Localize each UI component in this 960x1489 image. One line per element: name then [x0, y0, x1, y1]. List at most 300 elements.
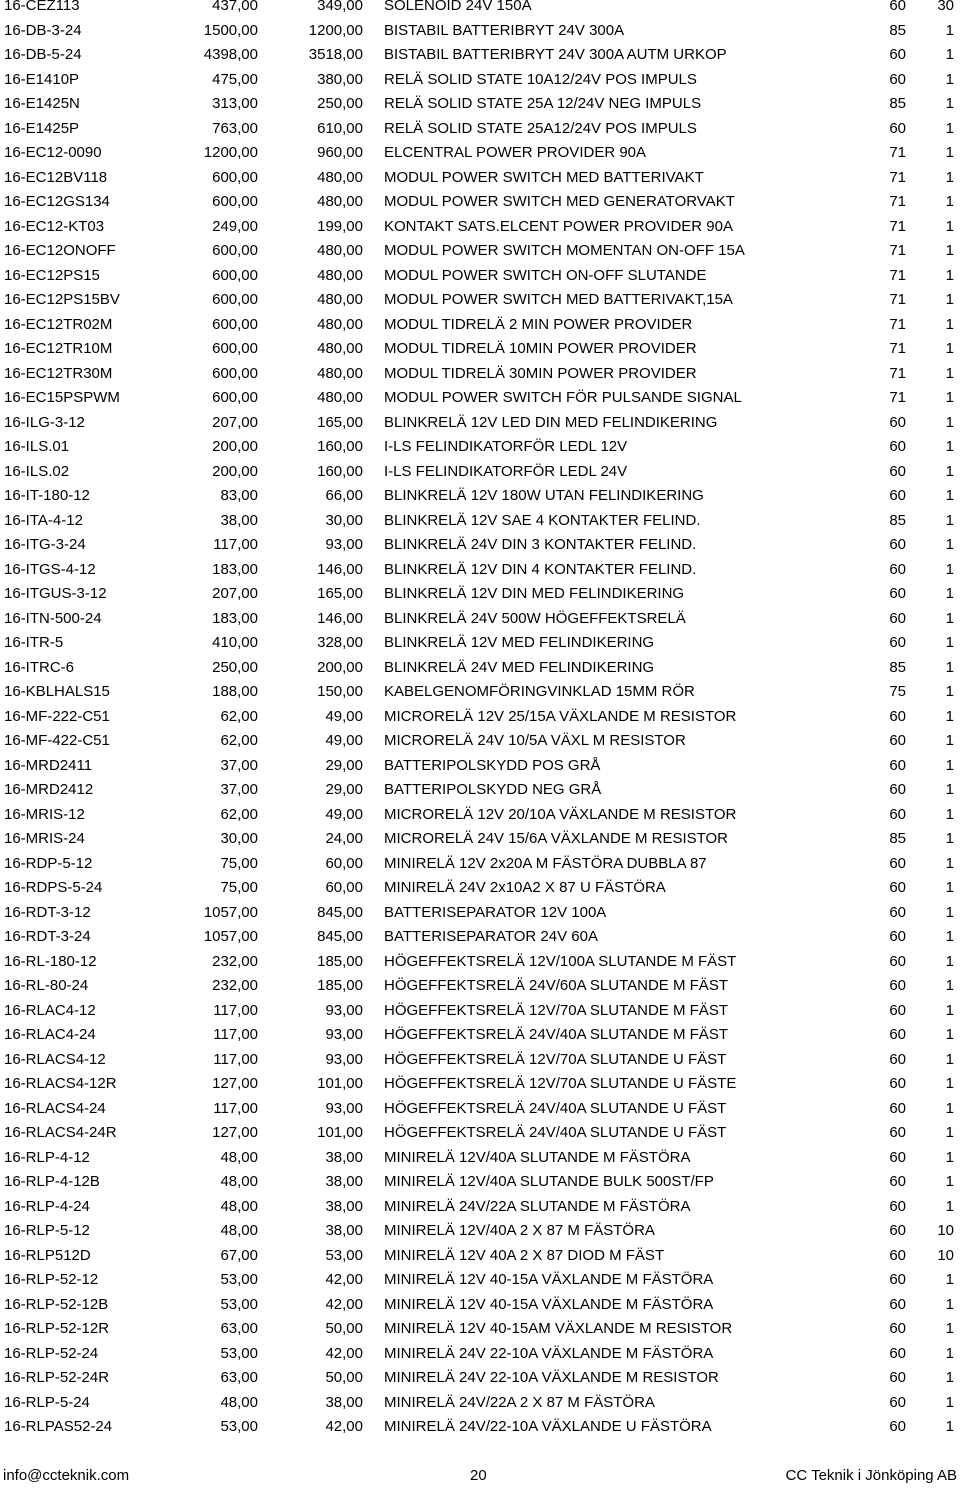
table-row [4, 680, 954, 705]
table-row [4, 1366, 954, 1391]
package-qty-cell: 1 [945, 805, 954, 823]
page-footer [0, 1464, 960, 1488]
table-row [4, 901, 954, 926]
package-qty-cell: 1 [945, 462, 954, 480]
list-price-cell: 63,00 [220, 1369, 258, 1386]
footer-email[interactable]: info@ccteknik.com [3, 1467, 130, 1484]
net-price-cell: 24,00 [325, 830, 363, 847]
table-row [4, 974, 954, 999]
group-code-cell: 60 [889, 854, 906, 872]
table-row [4, 1219, 954, 1244]
net-price-cell: 160,00 [317, 462, 363, 480]
net-price-cell: 93,00 [325, 1050, 363, 1068]
net-price-cell: 42,00 [325, 1295, 363, 1313]
table-row [4, 827, 954, 852]
list-price-cell: 53,00 [220, 1344, 258, 1362]
table-row [4, 1391, 954, 1416]
package-qty-cell: 1 [945, 977, 954, 994]
list-price-cell: 250,00 [212, 658, 258, 676]
description-cell: BLINKRELÄ 12V 180W UTAN FELINDIKERING [384, 487, 704, 504]
article-number-cell: 16-RDPS-5-24 [4, 879, 103, 896]
package-qty-cell: 1 [945, 1418, 954, 1435]
list-price-cell: 600,00 [212, 291, 258, 308]
article-number-cell: 16-EC15PSPWM [4, 389, 120, 406]
group-code-cell: 60 [889, 487, 906, 504]
list-price-cell: 62,00 [220, 732, 258, 749]
net-price-cell: 38,00 [325, 1148, 363, 1166]
package-qty-cell: 1 [945, 536, 954, 553]
net-price-cell: 93,00 [325, 1099, 363, 1117]
package-qty-cell: 30 [937, 0, 954, 14]
group-code-cell: 60 [889, 462, 906, 480]
net-price-cell: 480,00 [317, 364, 363, 382]
package-qty-cell: 1 [945, 781, 954, 798]
list-price-cell: 313,00 [212, 95, 258, 112]
article-number-cell: 16-RLP-52-12R [4, 1320, 110, 1337]
package-qty-cell: 1 [945, 95, 954, 112]
table-row [4, 533, 954, 558]
package-qty-cell: 1 [945, 266, 954, 284]
net-price-cell: 160,00 [317, 438, 363, 455]
net-price-cell: 60,00 [325, 854, 363, 872]
net-price-cell: 1200,00 [308, 21, 363, 39]
group-code-cell: 60 [889, 1099, 906, 1117]
list-price-cell: 63,00 [220, 1320, 258, 1337]
package-qty-cell: 1 [945, 1173, 954, 1190]
article-number-cell: 16-ILS.02 [4, 462, 70, 480]
net-price-cell: 480,00 [317, 193, 363, 210]
description-cell: MINIRELÄ 24V/22A 2 X 87 M FÄSTÖRA [384, 1393, 655, 1411]
net-price-cell: 29,00 [325, 756, 363, 774]
article-number-cell: 16-EC12BV118 [4, 168, 108, 186]
description-cell: BLINKRELÄ 24V DIN 3 KONTAKTER FELIND. [384, 536, 697, 553]
net-price-cell: 38,00 [325, 1222, 363, 1239]
table-row [4, 264, 954, 289]
package-qty-cell: 1 [945, 1099, 954, 1117]
group-code-cell: 60 [889, 952, 906, 970]
net-price-cell: 150,00 [317, 683, 363, 700]
article-number-cell: 16-CEZ113 [4, 0, 80, 14]
group-code-cell: 71 [889, 217, 906, 235]
list-price-cell: 1200,00 [203, 144, 258, 161]
list-price-cell: 200,00 [212, 462, 258, 480]
net-price-cell: 480,00 [317, 266, 363, 284]
article-number-cell: 16-MF-422-C51 [4, 732, 110, 749]
net-price-cell: 53,00 [325, 1246, 363, 1264]
table-row [4, 68, 954, 93]
description-cell: BATTERISEPARATOR 24V 60A [384, 928, 598, 945]
table-row [4, 656, 954, 681]
list-price-cell: 67,00 [220, 1246, 258, 1264]
description-cell: BATTERISEPARATOR 12V 100A [384, 903, 607, 921]
article-number-cell: 16-RLP512D [4, 1246, 91, 1264]
table-row [4, 582, 954, 607]
package-qty-cell: 1 [945, 1271, 954, 1288]
article-number-cell: 16-RLPAS52-24 [4, 1418, 113, 1435]
article-number-cell: 16-RLACS4-12R [4, 1075, 117, 1092]
package-qty-cell: 1 [945, 1344, 954, 1362]
group-code-cell: 60 [889, 732, 906, 749]
list-price-cell: 127,00 [212, 1075, 258, 1092]
article-number-cell: 16-EC12TR10M [4, 340, 113, 357]
description-cell: BLINKRELÄ 12V MED FELINDIKERING [384, 634, 655, 651]
group-code-cell: 60 [889, 413, 906, 431]
article-number-cell: 16-RDT-3-12 [4, 903, 91, 921]
list-price-cell: 62,00 [220, 707, 258, 725]
package-qty-cell: 1 [945, 879, 954, 896]
table-row [4, 337, 954, 362]
list-price-cell: 200,00 [212, 438, 258, 455]
net-price-cell: 50,00 [325, 1320, 363, 1337]
table-row [4, 729, 954, 754]
net-price-cell: 200,00 [317, 658, 363, 676]
list-price-cell: 232,00 [212, 977, 258, 994]
group-code-cell: 60 [889, 1246, 906, 1264]
article-number-cell: 16-MRD2412 [4, 781, 94, 798]
group-code-cell: 60 [889, 46, 906, 63]
net-price-cell: 38,00 [325, 1173, 363, 1190]
net-price-cell: 49,00 [325, 805, 363, 823]
package-qty-cell: 1 [945, 364, 954, 382]
package-qty-cell: 1 [945, 1320, 954, 1337]
article-number-cell: 16-MRIS-12 [4, 805, 85, 823]
table-row [4, 1415, 954, 1440]
net-price-cell: 101,00 [317, 1124, 363, 1141]
list-price-cell: 763,00 [212, 119, 258, 137]
article-number-cell: 16-RLAC4-12 [4, 1001, 96, 1019]
table-row [4, 215, 954, 240]
description-cell: BATTERIPOLSKYDD POS GRÅ [384, 756, 601, 774]
article-number-cell: 16-RL-180-12 [4, 952, 97, 970]
description-cell: HÖGEFFEKTSRELÄ 24V/60A SLUTANDE M FÄST [384, 977, 728, 994]
article-number-cell: 16-EC12PS15BV [4, 291, 120, 308]
table-row [4, 141, 954, 166]
list-price-cell: 207,00 [212, 413, 258, 431]
net-price-cell: 3518,00 [308, 46, 363, 63]
table-row [4, 1195, 954, 1220]
group-code-cell: 71 [889, 291, 906, 308]
net-price-cell: 480,00 [317, 291, 363, 308]
article-number-cell: 16-EC12-0090 [4, 144, 102, 161]
table-row [4, 435, 954, 460]
net-price-cell: 480,00 [317, 242, 363, 259]
list-price-cell: 410,00 [212, 634, 258, 651]
table-row [4, 876, 954, 901]
net-price-cell: 165,00 [317, 413, 363, 431]
description-cell: MINIRELÄ 24V 2x10A2 X 87 U FÄSTÖRA [384, 879, 666, 896]
group-code-cell: 60 [889, 1197, 906, 1215]
list-price-cell: 117,00 [213, 536, 258, 553]
description-cell: I-LS FELINDIKATORFÖR LEDL 24V [384, 462, 628, 480]
package-qty-cell: 1 [945, 1001, 954, 1019]
article-number-cell: 16-E1425P [4, 119, 80, 137]
package-qty-cell: 1 [945, 487, 954, 504]
package-qty-cell: 1 [945, 217, 954, 235]
list-price-cell: 1500,00 [203, 21, 258, 39]
net-price-cell: 146,00 [317, 609, 363, 627]
group-code-cell: 60 [889, 560, 906, 578]
table-row [4, 1244, 954, 1269]
description-cell: MINIRELÄ 12V 40-15A VÄXLANDE M FÄSTÖRA [384, 1271, 714, 1288]
package-qty-cell: 1 [945, 732, 954, 749]
net-price-cell: 49,00 [325, 732, 363, 749]
list-price-cell: 183,00 [212, 609, 258, 627]
table-row [4, 0, 954, 19]
list-price-cell: 1057,00 [203, 928, 258, 945]
group-code-cell: 60 [889, 1295, 906, 1313]
list-price-cell: 127,00 [212, 1124, 258, 1141]
description-cell: RELÄ SOLID STATE 25A 12/24V NEG IMPULS [384, 95, 702, 112]
article-number-cell: 16-RLP-5-12 [4, 1222, 90, 1239]
description-cell: MINIRELÄ 24V 22-10A VÄXLANDE M RESISTOR [384, 1369, 719, 1386]
list-price-cell: 48,00 [220, 1393, 258, 1411]
article-number-cell: 16-ITN-500-24 [4, 609, 102, 627]
article-number-cell: 16-ITGS-4-12 [4, 560, 96, 578]
description-cell: MINIRELÄ 12V 40A 2 X 87 DIOD M FÄST [384, 1246, 665, 1264]
description-cell: BATTERIPOLSKYDD NEG GRÅ [384, 781, 602, 798]
article-number-cell: 16-MRIS-24 [4, 830, 85, 847]
table-row [4, 1342, 954, 1367]
table-row [4, 1170, 954, 1195]
description-cell: MODUL POWER SWITCH ON-OFF SLUTANDE [384, 266, 707, 284]
article-number-cell: 16-DB-5-24 [4, 46, 82, 63]
package-qty-cell: 1 [945, 21, 954, 39]
list-price-cell: 600,00 [212, 389, 258, 406]
article-number-cell: 16-RL-80-24 [4, 977, 89, 994]
table-row [4, 999, 954, 1024]
description-cell: MINIRELÄ 12V/40A SLUTANDE BULK 500ST/FP [384, 1173, 714, 1190]
description-cell: BLINKRELÄ 24V MED FELINDIKERING [384, 658, 655, 676]
list-price-cell: 62,00 [220, 805, 258, 823]
table-row [4, 852, 954, 877]
table-row [4, 484, 954, 509]
table-row [4, 239, 954, 264]
article-number-cell: 16-ILS.01 [4, 438, 70, 455]
group-code-cell: 60 [889, 119, 906, 137]
group-code-cell: 75 [889, 683, 906, 700]
list-price-cell: 53,00 [220, 1271, 258, 1288]
group-code-cell: 60 [889, 1222, 906, 1239]
group-code-cell: 60 [889, 1001, 906, 1019]
net-price-cell: 610,00 [317, 119, 363, 137]
footer-company: CC Teknik i Jönköping AB [785, 1467, 957, 1484]
article-number-cell: 16-ITG-3-24 [4, 536, 86, 553]
package-qty-cell: 1 [945, 144, 954, 161]
description-cell: BLINKRELÄ 12V LED DIN MED FELINDIKERING [384, 413, 718, 431]
net-price-cell: 250,00 [317, 95, 363, 112]
table-row [4, 705, 954, 730]
price-list-table [4, 0, 954, 1440]
group-code-cell: 60 [889, 1393, 906, 1411]
description-cell: BLINKRELÄ 24V 500W HÖGEFFEKTSRELÄ [384, 609, 686, 627]
group-code-cell: 60 [889, 1173, 906, 1190]
net-price-cell: 328,00 [317, 634, 363, 651]
article-number-cell: 16-KBLHALS15 [4, 683, 110, 700]
table-row [4, 313, 954, 338]
list-price-cell: 117,00 [213, 1001, 258, 1019]
description-cell: RELÄ SOLID STATE 25A12/24V POS IMPULS [384, 119, 697, 137]
article-number-cell: 16-ITR-5 [4, 634, 64, 651]
package-qty-cell: 1 [945, 1197, 954, 1215]
package-qty-cell: 1 [945, 511, 954, 529]
article-number-cell: 16-RLP-52-12 [4, 1271, 99, 1288]
list-price-cell: 48,00 [220, 1148, 258, 1166]
net-price-cell: 93,00 [325, 1026, 363, 1043]
net-price-cell: 66,00 [325, 487, 363, 504]
net-price-cell: 185,00 [317, 952, 363, 970]
description-cell: MINIRELÄ 12V 40-15AM VÄXLANDE M RESISTOR [384, 1320, 733, 1337]
group-code-cell: 60 [889, 536, 906, 553]
article-number-cell: 16-ITRC-6 [4, 658, 75, 676]
description-cell: MINIRELÄ 24V 22-10A VÄXLANDE M FÄSTÖRA [384, 1344, 714, 1362]
net-price-cell: 480,00 [317, 340, 363, 357]
article-number-cell: 16-ILG-3-12 [4, 413, 85, 431]
package-qty-cell: 1 [945, 830, 954, 847]
list-price-cell: 600,00 [212, 340, 258, 357]
article-number-cell: 16-EC12ONOFF [4, 242, 116, 259]
package-qty-cell: 1 [945, 1124, 954, 1141]
net-price-cell: 93,00 [325, 1001, 363, 1019]
description-cell: ELCENTRAL POWER PROVIDER 90A [384, 144, 647, 161]
description-cell: HÖGEFFEKTSRELÄ 24V/40A SLUTANDE U FÄST [384, 1124, 727, 1141]
group-code-cell: 60 [889, 1050, 906, 1068]
description-cell: MINIRELÄ 12V/40A 2 X 87 M FÄSTÖRA [384, 1222, 655, 1239]
price-list-body [4, 0, 954, 1440]
net-price-cell: 845,00 [317, 928, 363, 945]
group-code-cell: 60 [889, 1148, 906, 1166]
table-row [4, 925, 954, 950]
article-number-cell: 16-RLP-5-24 [4, 1393, 90, 1411]
package-qty-cell: 1 [945, 658, 954, 676]
description-cell: KABELGENOMFÖRINGVINKLAD 15MM RÖR [384, 683, 695, 700]
group-code-cell: 85 [889, 830, 906, 847]
group-code-cell: 60 [889, 609, 906, 627]
net-price-cell: 380,00 [317, 70, 363, 88]
list-price-cell: 600,00 [212, 168, 258, 186]
group-code-cell: 60 [889, 707, 906, 725]
table-row [4, 92, 954, 117]
list-price-cell: 75,00 [220, 854, 258, 872]
description-cell: KONTAKT SATS.ELCENT POWER PROVIDER 90A [384, 217, 733, 235]
table-row [4, 1317, 954, 1342]
table-row [4, 1146, 954, 1171]
article-number-cell: 16-MRD2411 [4, 756, 93, 774]
package-qty-cell: 1 [945, 952, 954, 970]
package-qty-cell: 1 [945, 903, 954, 921]
group-code-cell: 60 [889, 438, 906, 455]
table-row [4, 950, 954, 975]
description-cell: MODUL TIDRELÄ 2 MIN POWER PROVIDER [384, 315, 693, 333]
net-price-cell: 845,00 [317, 903, 363, 921]
group-code-cell: 60 [889, 928, 906, 945]
list-price-cell: 188,00 [212, 683, 258, 700]
table-row [4, 607, 954, 632]
package-qty-cell: 1 [945, 634, 954, 651]
article-number-cell: 16-DB-3-24 [4, 21, 82, 39]
description-cell: HÖGEFFEKTSRELÄ 24V/40A SLUTANDE U FÄST [384, 1099, 727, 1117]
list-price-cell: 207,00 [212, 585, 258, 602]
table-row [4, 1268, 954, 1293]
table-row [4, 288, 954, 313]
table-row [4, 803, 954, 828]
net-price-cell: 480,00 [317, 168, 363, 186]
net-price-cell: 29,00 [325, 781, 363, 798]
net-price-cell: 50,00 [325, 1369, 363, 1386]
package-qty-cell: 1 [945, 413, 954, 431]
article-number-cell: 16-IT-180-12 [4, 487, 90, 504]
table-row [4, 460, 954, 485]
list-price-cell: 4398,00 [203, 46, 258, 63]
list-price-cell: 53,00 [220, 1295, 258, 1313]
table-row [4, 754, 954, 779]
group-code-cell: 71 [889, 168, 906, 186]
list-price-cell: 48,00 [220, 1197, 258, 1215]
list-price-cell: 475,00 [212, 70, 258, 88]
description-cell: BLINKRELÄ 12V DIN MED FELINDIKERING [384, 585, 685, 602]
description-cell: MINIRELÄ 12V/40A SLUTANDE M FÄSTÖRA [384, 1148, 691, 1166]
description-cell: MODUL POWER SWITCH MED BATTERIVAKT,15A [384, 291, 733, 308]
description-cell: MODUL POWER SWITCH MED GENERATORVAKT [384, 193, 735, 210]
package-qty-cell: 1 [945, 1393, 954, 1411]
group-code-cell: 85 [889, 511, 906, 529]
list-price-cell: 600,00 [212, 193, 258, 210]
list-price-cell: 117,00 [213, 1050, 258, 1068]
page-number: 20 [470, 1467, 487, 1484]
net-price-cell: 185,00 [317, 977, 363, 994]
article-number-cell: 16-RLP-4-24 [4, 1197, 90, 1215]
table-row [4, 558, 954, 583]
description-cell: I-LS FELINDIKATORFÖR LEDL 12V [384, 438, 628, 455]
net-price-cell: 101,00 [317, 1075, 363, 1092]
package-qty-cell: 1 [945, 242, 954, 259]
table-row [4, 631, 954, 656]
description-cell: MINIRELÄ 24V/22A SLUTANDE M FÄSTÖRA [384, 1197, 691, 1215]
package-qty-cell: 1 [945, 1148, 954, 1166]
article-number-cell: 16-EC12TR02M [4, 315, 113, 333]
description-cell: MODUL TIDRELÄ 10MIN POWER PROVIDER [384, 340, 697, 357]
package-qty-cell: 10 [937, 1246, 954, 1264]
article-number-cell: 16-RLACS4-24 [4, 1099, 106, 1117]
table-row [4, 509, 954, 534]
group-code-cell: 60 [889, 781, 906, 798]
net-price-cell: 165,00 [317, 585, 363, 602]
net-price-cell: 42,00 [325, 1271, 363, 1288]
list-price-cell: 1057,00 [203, 903, 258, 921]
table-row [4, 166, 954, 191]
article-number-cell: 16-RLP-4-12B [4, 1173, 100, 1190]
description-cell: MICRORELÄ 24V 15/6A VÄXLANDE M RESISTOR [384, 830, 729, 847]
description-cell: MODUL POWER SWITCH MOMENTAN ON-OFF 15A [384, 242, 745, 259]
net-price-cell: 60,00 [325, 879, 363, 896]
table-row [4, 1293, 954, 1318]
article-number-cell: 16-RLP-4-12 [4, 1148, 90, 1166]
net-price-cell: 38,00 [325, 1393, 363, 1411]
table-row [4, 362, 954, 387]
description-cell: RELÄ SOLID STATE 10A12/24V POS IMPULS [384, 70, 697, 88]
description-cell: MICRORELÄ 12V 20/10A VÄXLANDE M RESISTOR [384, 805, 737, 823]
table-row [4, 1048, 954, 1073]
group-code-cell: 60 [889, 756, 906, 774]
package-qty-cell: 1 [945, 1050, 954, 1068]
net-price-cell: 42,00 [325, 1344, 363, 1362]
description-cell: MODUL TIDRELÄ 30MIN POWER PROVIDER [384, 364, 697, 382]
description-cell: BISTABIL BATTERIBRYT 24V 300A AUTM URKOP [384, 46, 727, 63]
article-number-cell: 16-E1410P [4, 70, 80, 88]
package-qty-cell: 1 [945, 609, 954, 627]
list-price-cell: 600,00 [212, 242, 258, 259]
description-cell: HÖGEFFEKTSRELÄ 24V/40A SLUTANDE M FÄST [384, 1026, 728, 1043]
list-price-cell: 30,00 [220, 830, 258, 847]
